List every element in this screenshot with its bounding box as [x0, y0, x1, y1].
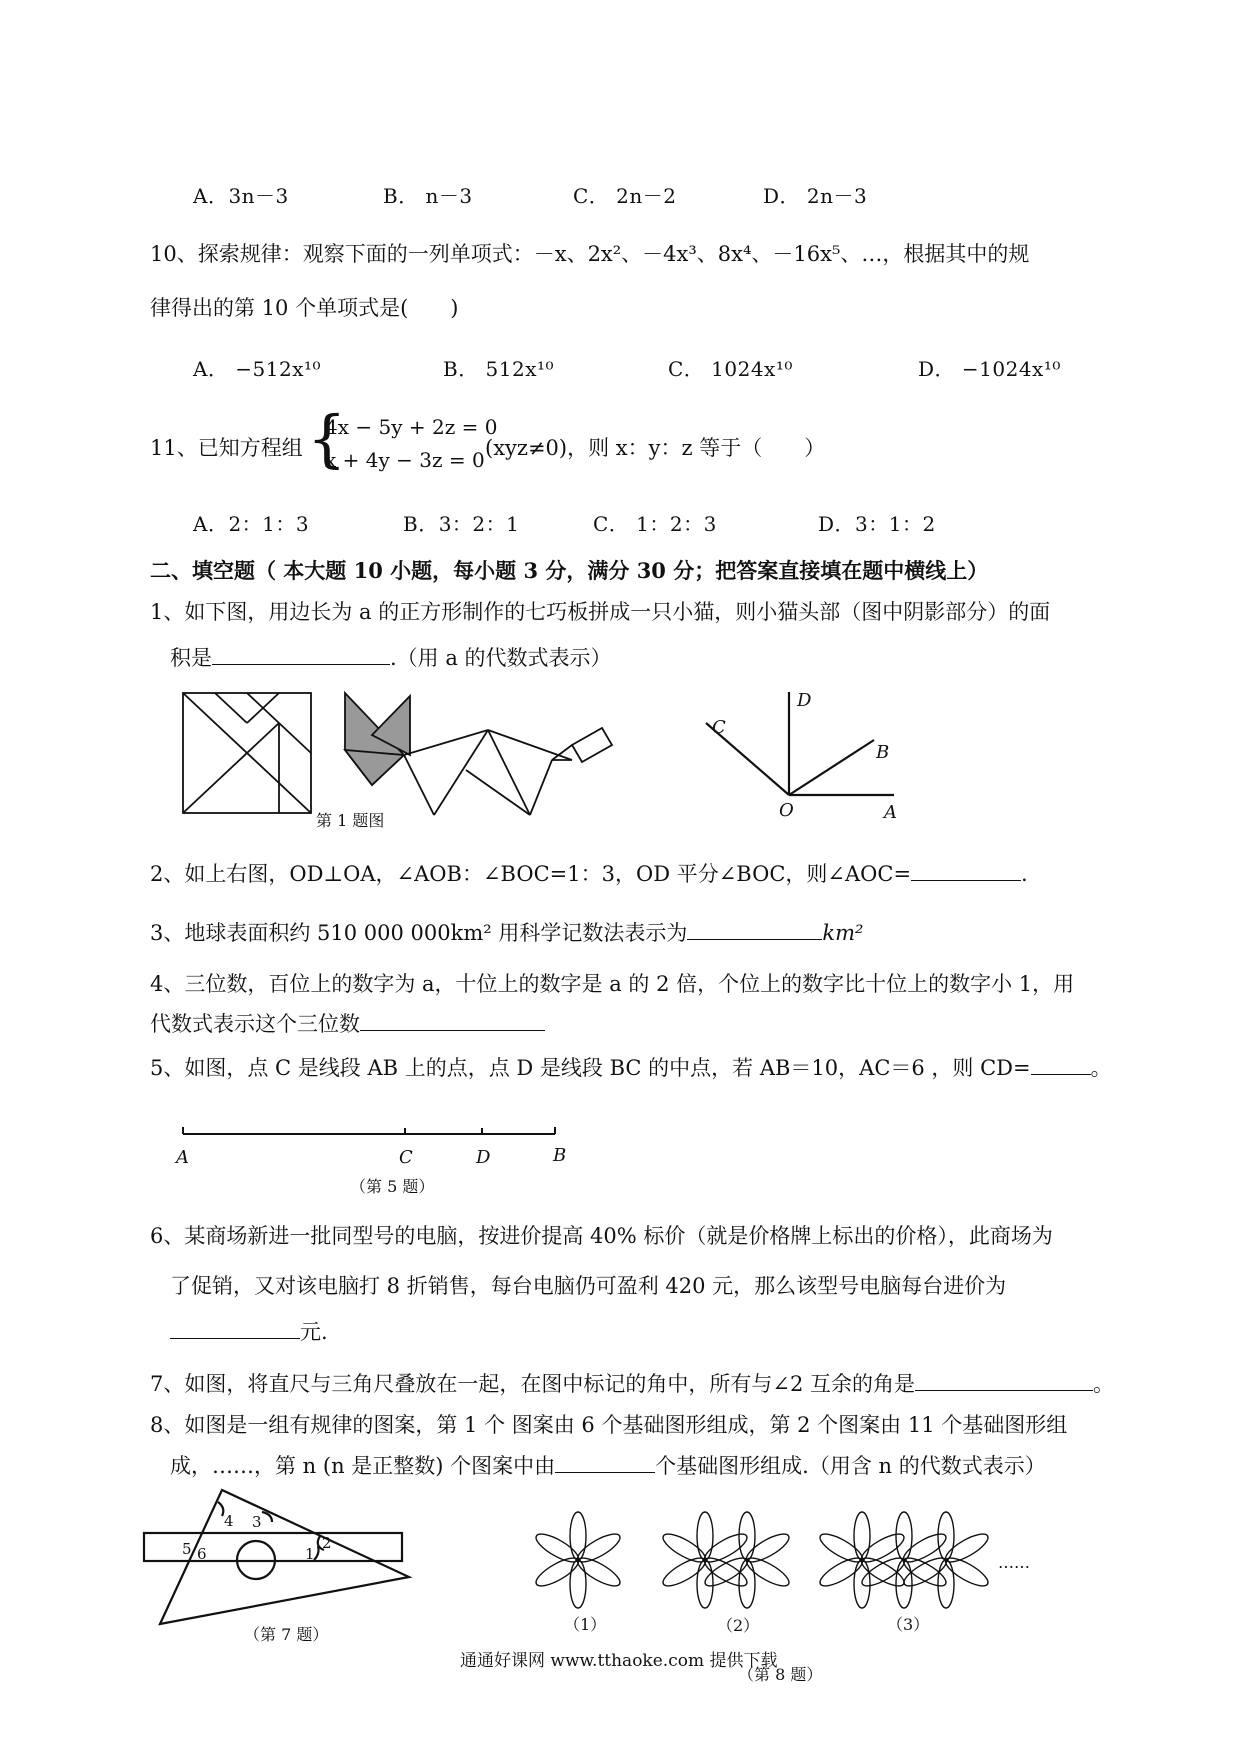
label-b: B [876, 742, 890, 763]
seg-label-a: A [176, 1147, 189, 1168]
angle-label-4: 4 [224, 1512, 234, 1530]
flower-p3-a-petal-3 [854, 1560, 870, 1608]
fill-q3 [150, 917, 863, 947]
q11-suffix: (xyz≠0)，则 x：y：z 等于（ ） [485, 436, 826, 460]
flower-p1-a-petal-0 [570, 1512, 586, 1560]
flower-p2-a-petal-2 [701, 1553, 751, 1591]
q9-option-a: A．3n－3 [193, 184, 289, 208]
fill-q3-unit: km² [822, 921, 864, 945]
fill-q4-answer-blank[interactable] [360, 1010, 545, 1031]
flower-p3-c-petal-0 [938, 1512, 954, 1560]
q9-option-b: B． n－3 [383, 184, 473, 208]
flower-p2-b-petal-2 [743, 1553, 793, 1591]
triangle-shape [160, 1490, 409, 1624]
q9-option-d: D． 2n－3 [763, 184, 868, 208]
fill-q3-text: 3、地球表面积约 510 000 000km² 用科学记数法表示为 [150, 921, 688, 945]
angle-label-3: 3 [252, 1513, 262, 1531]
ruler-shape [144, 1533, 402, 1561]
fig8-caption: （第 8 题） [738, 1665, 823, 1684]
flower-p1-a-petal-4 [532, 1553, 582, 1591]
flower-p3-c-petal-2 [942, 1553, 992, 1591]
fig5-caption: （第 5 题） [350, 1177, 435, 1196]
flower-p2-a-petal-5 [659, 1529, 709, 1567]
q11-option-c: C． 1：2：3 [593, 512, 717, 536]
fill-q4-line1: 4、三位数，百位上的数字为 a，十位上的数字是 a 的 2 倍，个位上的数字比十位上的数字小 1，用 [150, 972, 1075, 996]
q11-eq1: 4x − 5y + 2z = 0 [325, 415, 498, 439]
fill-q1-prefix: 积是 [170, 646, 212, 670]
seg-label-d: D [476, 1147, 491, 1168]
flower-p2-b-petal-0 [739, 1512, 755, 1560]
fill-q5-answer-blank[interactable] [1031, 1054, 1091, 1075]
flower-p3-b-petal-3 [896, 1560, 912, 1608]
q11-option-a: A．2：1：3 [193, 512, 310, 536]
cat-figure [345, 693, 612, 815]
q11-option-b: B．3：2：1 [403, 512, 520, 536]
pattern-3-label: （3） [887, 1615, 930, 1634]
flower-p3-b-petal-1 [900, 1529, 950, 1567]
fill-q8-suffix: 个基础图形组成.（用含 n 的代数式表示） [655, 1454, 1046, 1478]
flower-p2-a-petal-3 [697, 1560, 713, 1608]
fill-q6-line3 [170, 1316, 328, 1346]
flower-p3-b-petal-2 [900, 1553, 950, 1591]
fill-q7-text: 7、如图，将直尺与三角尺叠放在一起，在图中标记的角中，所有与∠2 互余的角是 [150, 1372, 915, 1396]
pattern-2-label: （2） [717, 1616, 760, 1635]
label-c: C [712, 717, 726, 738]
fig1-caption: 第 1 题图 [316, 811, 385, 830]
flower-p3-a-petal-4 [816, 1553, 866, 1591]
q10-line2: 律得出的第 10 个单项式是( ) [150, 296, 459, 320]
flower-p3-c-petal-4 [900, 1553, 950, 1591]
fig7-caption: （第 7 题） [244, 1625, 329, 1644]
fill-q6-line2: 了促销，又对该电脑打 8 折销售，每台电脑仍可盈利 420 元，那么该型号电脑每台进价为 [170, 1274, 1007, 1298]
tangram-square [183, 693, 311, 813]
circle-shape [237, 1541, 275, 1579]
footer-watermark: 通通好课网 www.tthaoke.com 提供下载 [460, 1651, 778, 1671]
flower-p1-a-petal-1 [574, 1529, 624, 1567]
fill-q7 [150, 1368, 1114, 1398]
fill-q2-answer-blank[interactable] [911, 860, 1021, 881]
q11-eq2: x + 4y − 3z = 0 [325, 448, 485, 472]
q10-option-d: D． −1024x¹⁰ [918, 357, 1061, 381]
angle-label-2: 2 [322, 1534, 332, 1552]
fill-q8-line1: 8、如图是一组有规律的图案，第 1 个 图案由 6 个基础图形组成，第 2 个图案由 11 个基础图形组 [150, 1413, 1068, 1437]
q10-option-b: B． 512x¹⁰ [443, 357, 555, 381]
flower-p2-a-petal-0 [697, 1512, 713, 1560]
fill-q8-line2 [170, 1450, 1046, 1480]
q11-option-d: D．3：1：2 [818, 512, 936, 536]
flower-p1-a-petal-2 [574, 1553, 624, 1591]
flower-p1-a-petal-5 [532, 1529, 582, 1567]
flower-p3-a-petal-1 [858, 1529, 908, 1567]
section-heading: 二、填空题（ 本大题 10 小题，每小题 3 分，满分 30 分；把答案直接填在题中横线上） [150, 558, 989, 583]
fill-q2-text: 2、如上右图，OD⊥OA，∠AOB：∠BOC=1：3，OD 平分∠BOC，则∠AOC= [150, 862, 912, 886]
fill-q6-line1: 6、某商场新进一批同型号的电脑，按进价提高 40% 标价（就是价格牌上标出的价格），此商场为 [150, 1224, 1053, 1248]
q10-option-a: A． −512x¹⁰ [193, 357, 322, 381]
seg-label-b: B [553, 1145, 567, 1166]
flower-p2-a-petal-1 [701, 1529, 751, 1567]
fill-q1-line1: 1、如下图，用边长为 a 的正方形制作的七巧板拼成一只小猫，则小猫头部（图中阴影部分）的面 [150, 600, 1051, 624]
fill-q4-line2 [150, 1008, 545, 1038]
q9-option-c: C． 2n－2 [573, 184, 677, 208]
angle-label-1: 1 [305, 1545, 315, 1563]
fill-q1-suffix: .（用 a 的代数式表示） [390, 646, 612, 670]
fill-q1-line2 [170, 642, 612, 672]
label-a: A [884, 802, 897, 823]
angle-label-6: 6 [197, 1545, 207, 1563]
fill-q5-text: 5、如图，点 C 是线段 AB 上的点，点 D 是线段 BC 的中点，若 AB＝10，AC＝6 ，则 CD= [150, 1056, 1031, 1080]
fill-q6-answer-blank[interactable] [170, 1318, 300, 1339]
flower-p2-a-petal-4 [659, 1553, 709, 1591]
flower-p3-a-petal-0 [854, 1512, 870, 1560]
fill-q3-answer-blank[interactable] [687, 919, 822, 940]
flower-p3-a-petal-5 [816, 1529, 866, 1567]
q10-line1: 10、探索规律：观察下面的一列单项式：－x、2x²、－4x³、8x⁴、－16x⁵、…，根据其中的规 [150, 242, 1030, 266]
fill-q8-text: 成，……，第 n (n 是正整数) 个图案中由 [170, 1454, 556, 1478]
q10-option-c: C． 1024x¹⁰ [668, 357, 793, 381]
angle-label-5: 5 [182, 1540, 192, 1558]
q11-prefix: 11、已知方程组 [150, 436, 303, 460]
flower-p3-b-petal-4 [858, 1553, 908, 1591]
label-d: D [797, 690, 812, 711]
q11-brace: { [307, 402, 347, 475]
fill-q4-text: 代数式表示这个三位数 [150, 1012, 360, 1036]
fill-q2-end: . [1021, 862, 1028, 886]
fill-q8-answer-blank[interactable] [555, 1452, 655, 1473]
pattern-1-label: （1） [564, 1615, 607, 1634]
fill-q1-answer-blank[interactable] [212, 644, 390, 665]
fill-q7-end: 。 [1093, 1372, 1114, 1396]
seg-label-c: C [399, 1147, 413, 1168]
pattern-ellipsis: …… [998, 1553, 1030, 1572]
flower-p3-b-petal-0 [896, 1512, 912, 1560]
flower-p3-c-petal-3 [938, 1560, 954, 1608]
fill-q7-answer-blank[interactable] [915, 1370, 1093, 1391]
flower-p2-b-petal-3 [739, 1560, 755, 1608]
fill-q6-unit: 元. [300, 1320, 328, 1344]
flower-p3-a-petal-2 [858, 1553, 908, 1591]
fill-q5 [150, 1052, 1112, 1082]
flower-p2-b-petal-1 [743, 1529, 793, 1567]
label-o: O [779, 800, 794, 821]
fill-q2 [150, 858, 1028, 888]
flower-p2-b-petal-4 [701, 1553, 751, 1591]
fill-q5-end: 。 [1090, 1056, 1112, 1080]
flower-p1-a-petal-3 [570, 1560, 586, 1608]
flower-p3-c-petal-1 [942, 1529, 992, 1567]
